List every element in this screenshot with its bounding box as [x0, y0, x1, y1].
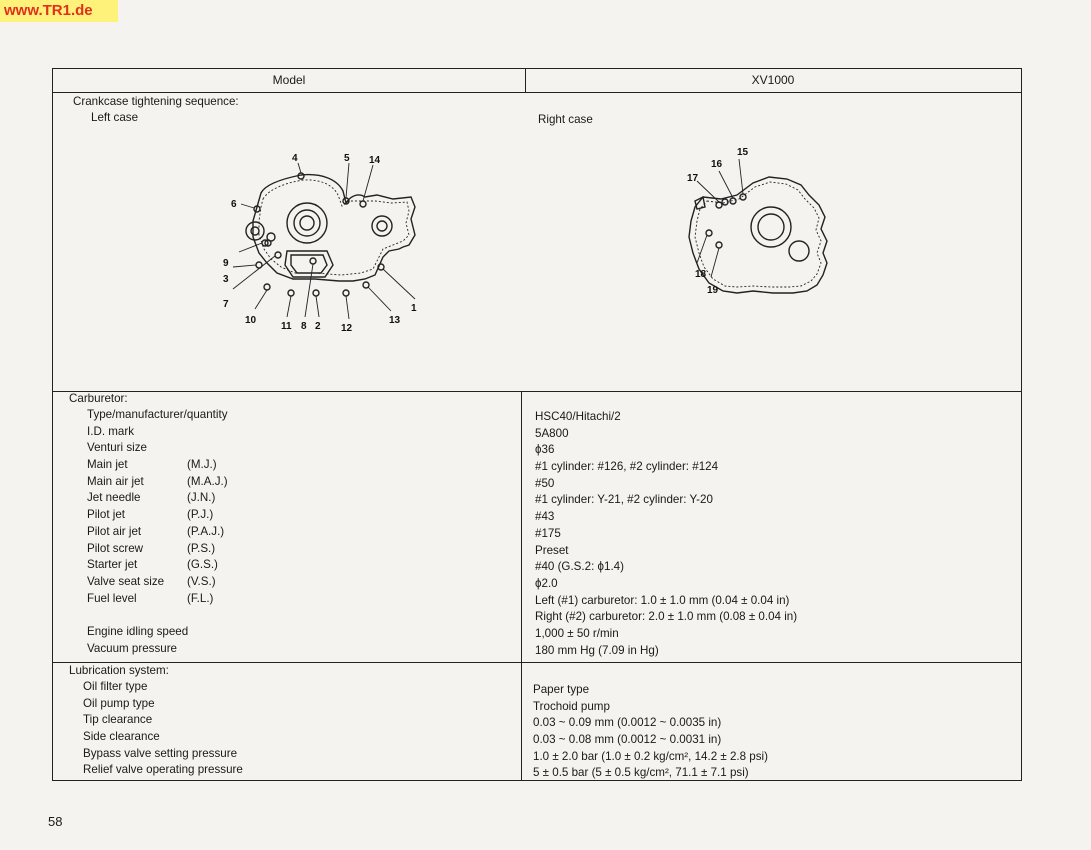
bolt-number-7: 7: [223, 299, 229, 310]
crankcase-title: Crankcase tightening sequence:: [73, 95, 239, 108]
lubrication-labels: [83, 679, 503, 779]
carb-row-label: Engine idling speed: [87, 624, 189, 638]
right-case-diagram: [633, 141, 853, 311]
bolt-number-14: 14: [369, 155, 381, 166]
bolt-number-13: 13: [389, 315, 401, 326]
carb-row-label: Pilot air jet (P.A.J.): [87, 524, 225, 538]
lube-row-value: 5 ± 0.5 bar (5 ± 0.5 kg/cm², 71.1 ± 7.1 psi): [533, 766, 749, 780]
carb-row-label: Jet needle (J.N.): [87, 491, 216, 505]
carb-row-value: ϕ2.0: [535, 576, 558, 590]
header-model: Model: [272, 73, 306, 87]
table-header: [53, 69, 1021, 93]
carb-row-label: Valve seat size (V.S.): [87, 574, 216, 588]
carburetor-values: [535, 409, 1015, 659]
lube-row-value: Trochoid pump: [533, 699, 610, 713]
carb-row-value: #1 cylinder: #126, #2 cylinder: #124: [535, 460, 719, 474]
lube-row-label: Bypass valve setting pressure: [83, 746, 238, 760]
left-case-diagram: [203, 139, 473, 339]
carb-row-value: 1,000 ± 50 r/min: [535, 626, 619, 640]
bolt-number-19: 19: [707, 285, 719, 296]
carb-row-value: Preset: [535, 543, 569, 557]
section-divider-lubrication: [53, 662, 1021, 663]
bolt-number-9: 9: [223, 258, 229, 269]
lube-row-value: 1.0 ± 2.0 bar (1.0 ± 0.2 kg/cm², 14.2 ± 2.8 psi): [533, 749, 768, 763]
bolt-number-5: 5: [344, 153, 350, 164]
carb-row-label: Vacuum pressure: [87, 641, 177, 655]
carb-row-value: #40 (G.S.2: ϕ1.4): [535, 560, 624, 574]
carb-row-value: #50: [535, 476, 555, 490]
carb-row-value: 5A800: [535, 426, 569, 440]
section-divider-carburetor: [53, 391, 1021, 392]
carb-row-value: #1 cylinder: Y-21, #2 cylinder: Y-20: [535, 493, 713, 507]
carb-row-label: Fuel level (F.L.): [87, 591, 214, 605]
bolt-number-11: 11: [281, 321, 292, 332]
bolt-number-2: 2: [315, 321, 321, 332]
lube-row-label: Oil pump type: [83, 696, 155, 710]
carb-row-value: ϕ36: [535, 443, 555, 457]
carb-row-label: Type/manufacturer/quantity: [87, 408, 228, 421]
lube-row-label: Side clearance: [83, 730, 160, 744]
bolt-number-8: 8: [301, 321, 307, 332]
carb-row-label: Main air jet (M.A.J.): [87, 474, 228, 488]
carb-row-label: Pilot jet (P.J.): [87, 508, 214, 522]
lube-row-label: Tip clearance: [83, 713, 153, 727]
lube-row-label: Oil filter type: [83, 680, 148, 693]
lubrication-values: [533, 682, 1013, 782]
carb-row-label: Venturi size: [87, 441, 147, 455]
bolt-number-12: 12: [341, 323, 353, 334]
lube-row-label: Relief valve operating pressure: [83, 763, 243, 777]
carb-row-label: Starter jet (G.S.): [87, 558, 218, 572]
bolt-number-17: 17: [687, 173, 699, 184]
left-case-label: Left case: [91, 111, 139, 124]
lube-row-value: 0.03 ~ 0.09 mm (0.0012 ~ 0.0035 in): [533, 716, 722, 730]
carburetor-labels: [87, 407, 507, 657]
lubrication-title: Lubrication system:: [69, 664, 169, 677]
carb-row-label: I.D. mark: [87, 424, 135, 438]
bolt-number-15: 15: [737, 147, 749, 158]
bolt-number-18: 18: [695, 269, 707, 280]
carb-row-value: 180 mm Hg (7.09 in Hg): [535, 643, 659, 657]
bolt-number-16: 16: [711, 159, 723, 170]
header-divider: [525, 69, 526, 93]
carb-row-label: [87, 607, 507, 624]
carb-row-value: HSC40/Hitachi/2: [535, 410, 621, 423]
bolt-number-6: 6: [231, 199, 237, 210]
carb-row-label: Main jet (M.J.): [87, 458, 217, 472]
bolt-number-1: 1: [411, 303, 417, 314]
spec-table: [52, 68, 1022, 781]
watermark[interactable]: www.TR1.de: [0, 0, 118, 22]
column-divider: [521, 391, 522, 780]
carb-row-label: Pilot screw (P.S.): [87, 541, 216, 555]
carb-row-value: #175: [535, 526, 561, 540]
carb-row-value: Right (#2) carburetor: 2.0 ± 1.0 mm (0.08 ± 0.04 in): [535, 610, 798, 624]
carb-row-value: Left (#1) carburetor: 1.0 ± 1.0 mm (0.04 ± 0.04 in): [535, 593, 790, 607]
bolt-number-3: 3: [223, 274, 229, 285]
right-case-label: Right case: [538, 113, 593, 126]
carb-row-value: #43: [535, 510, 555, 524]
lube-row-value: 0.03 ~ 0.08 mm (0.0012 ~ 0.0031 in): [533, 733, 722, 747]
bolt-number-10: 10: [245, 315, 257, 326]
page-number: 58: [48, 814, 63, 829]
lube-row-value: Paper type: [533, 683, 590, 696]
header-xv1000: XV1000: [751, 73, 795, 87]
bolt-number-4: 4: [292, 153, 298, 164]
carburetor-title: Carburetor:: [69, 392, 128, 405]
